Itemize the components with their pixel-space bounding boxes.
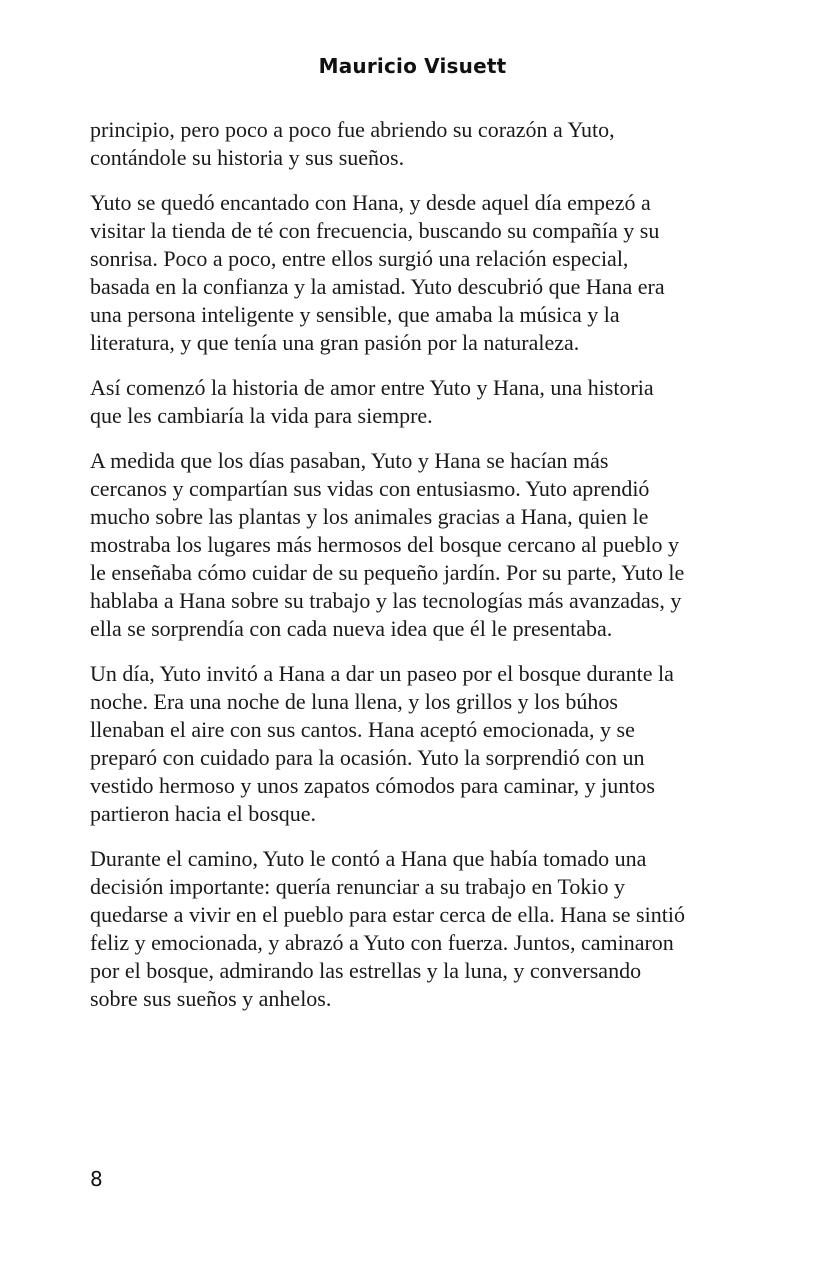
paragraph-4: A medida que los días pasaban, Yuto y Hana se hacían más cercanos y compartían sus vidas con entusiasmo. Yuto aprendió mucho sobre las plantas y los animales gracias a Hana, quien le mostraba los lugares más hermosos del bosque cercano al pueblo y le enseñaba cómo cuidar de su pequeño jardín. Por su parte, Yuto le hablaba a Hana sobre su trabajo y las tecnologías más avanzadas, y ella se sorprendía con cada nueva idea que él le presentaba. <box>90 448 685 641</box>
body-text <box>90 116 690 1030</box>
page-number: 8 <box>90 1167 103 1191</box>
paragraph-3: Así comenzó la historia de amor entre Yuto y Hana, una historia que les cambiaría la vida para siempre. <box>90 375 654 428</box>
paragraph-6: Durante el camino, Yuto le contó a Hana que había tomado una decisión importante: quería renunciar a su trabajo en Tokio y quedarse a vivir en el pueblo para estar cerca de ella. Hana se sintió feliz y emocionada, y abrazó a Yuto con fuerza. Juntos, caminaron por el bosque, admirando las estrellas y la luna, y conversando sobre sus sueños y anhelos. <box>90 846 685 1011</box>
paragraph-2: Yuto se quedó encantado con Hana, y desde aquel día empezó a visitar la tienda de té con frecuencia, buscando su compañía y su sonrisa. Poco a poco, entre ellos surgió una relación especial, basada en la confianza y la amistad. Yuto descubrió que Hana era una persona inteligente y sensible, que amaba la música y la literatura, y que tenía una gran pasión por la naturaleza. <box>90 190 665 355</box>
paragraph-5: Un día, Yuto invitó a Hana a dar un paseo por el bosque durante la noche. Era una noche de luna llena, y los grillos y los búhos llenaban el aire con sus cantos. Hana aceptó emocionada, y se preparó con cuidado para la ocasión. Yuto la sorprendió con un vestido hermoso y unos zapatos cómodos para caminar, y juntos partieron hacia el bosque. <box>90 661 674 826</box>
running-head-author: Mauricio Visuett <box>318 54 507 78</box>
paragraph-1: principio, pero poco a poco fue abriendo su corazón a Yuto, contándole su historia y sus sueños. <box>90 117 615 170</box>
